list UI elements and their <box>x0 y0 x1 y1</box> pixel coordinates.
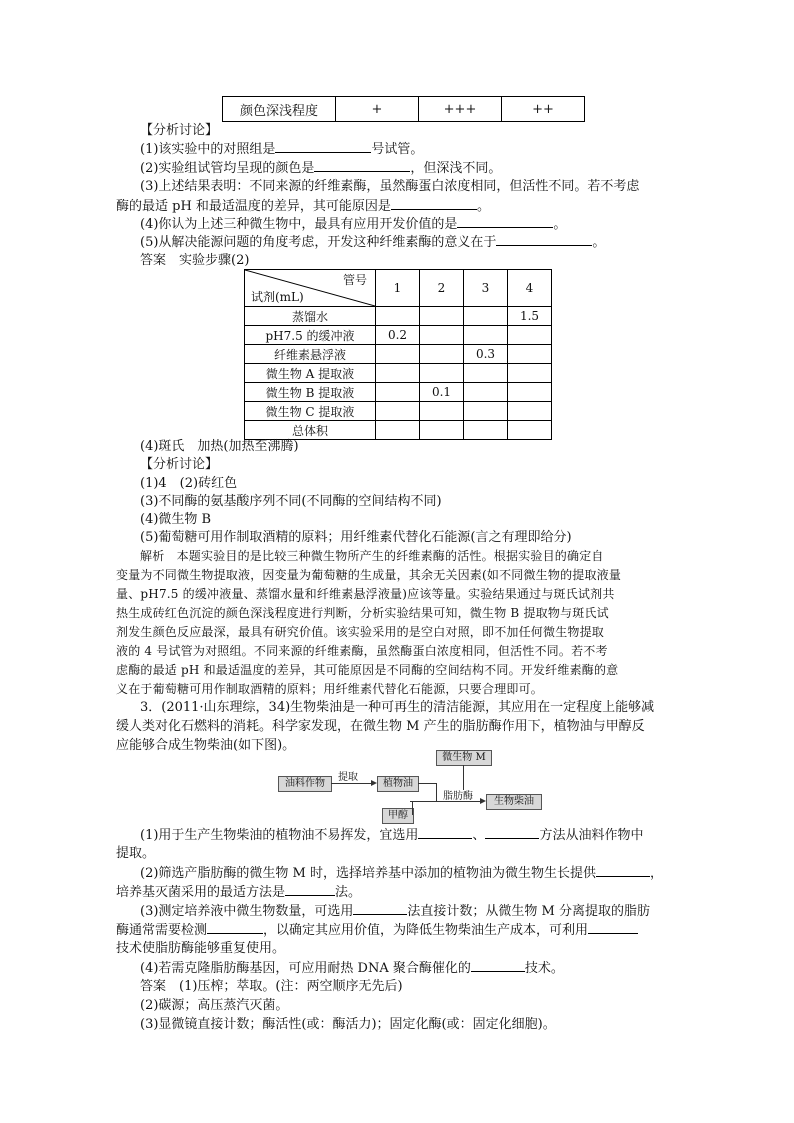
q3-sub-question-1-cont: 提取。 <box>116 846 156 861</box>
question-3-line1: (3)上述结果表明：不同来源的纤维素酶，虽然酶蛋白浓度相同，但活性不同。若不考虑 <box>140 179 640 194</box>
q3-answer-line: (3)显微镜直接计数；酶活性(或：酶活力)；固定化酶(或：固定化细胞)。 <box>140 1017 556 1032</box>
q3-sub-question-4: (4)若需克隆脂肪酶基因，可应用耐热 DNA 聚合酶催化的 技术。 <box>140 961 564 976</box>
row-label: 微生物 B 提取液 <box>245 383 376 402</box>
table-cell <box>508 402 552 421</box>
explanation-line: 虑酶的最适 pH 和最适温度的差异，其可能原因是不同酶的空间结构不同。开发纤维素酶的意 <box>116 663 619 677</box>
answer-line: (4)微生物 B <box>140 512 212 527</box>
table-cell <box>376 345 420 364</box>
explanation-line: 解析 本题实验目的是比较三种微生物所产生的纤维素酶的活性。根据实验目的确定自 <box>140 549 604 563</box>
question-4: (4)你认为上述三种微生物中，最具有应用开发价值的是 。 <box>140 217 567 232</box>
plant-oil-box: 植物油 <box>377 776 419 792</box>
answer-blank <box>275 140 371 153</box>
question-3-line2: 酶的最适 pH 和最适温度的差异，其可能原因是 。 <box>116 199 490 214</box>
table-row <box>223 97 585 122</box>
answer-blank <box>207 921 263 934</box>
table-cell <box>420 345 464 364</box>
answer-blank <box>418 826 472 839</box>
q3-answer-line: 答案 (1)压榨；萃取。(注：两空顺序无先后) <box>140 979 403 994</box>
corner-bottom-label: 试剂(mL) <box>251 290 304 304</box>
table-cell <box>508 345 552 364</box>
table-cell: 0.2 <box>376 326 420 345</box>
column-header: 1 <box>376 270 420 307</box>
column-header: 4 <box>508 270 552 307</box>
answer-blank <box>285 883 335 896</box>
table-cell <box>464 307 508 326</box>
table-cell <box>420 402 464 421</box>
explanation-line: 变量为不同微生物提取液，因变量为葡萄糖的生成量，其余无关因素(如不同微生物的提取液量 <box>116 568 622 582</box>
row-label: 微生物 C 提取液 <box>245 402 376 421</box>
q3-sub-question-2: (2)筛选产脂肪酶的微生物 M 时，选择培养基中添加的植物油为微生物生长提供 ， <box>140 866 664 881</box>
biodiesel-flow-diagram <box>270 750 570 822</box>
row-label: 总体积 <box>245 421 376 440</box>
table-cell <box>420 421 464 440</box>
row-label: 颜色深浅程度 <box>223 97 336 122</box>
row-label: 微生物 A 提取液 <box>245 364 376 383</box>
explanation-line: 义在于葡萄糖可用作制取酒精的原料；用纤维素代替化石能源，只要合理即可。 <box>116 682 544 696</box>
oil-crop-box: 油料作物 <box>278 776 332 792</box>
table-cell <box>508 326 552 345</box>
question-1: (1)该实验中的对照组是 号试管。 <box>140 142 424 157</box>
table-cell: 1.5 <box>508 307 552 326</box>
answer-blank <box>353 902 407 915</box>
answer-blank <box>391 197 477 210</box>
table-cell: ++ <box>502 97 585 122</box>
arrow-line <box>418 783 436 784</box>
table-cell <box>464 383 508 402</box>
question-5: (5)从解决能源问题的角度考虑，开发这种纤维素酶的意义在于 。 <box>140 235 606 250</box>
table-cell <box>464 402 508 421</box>
answer-line: (3)不同酶的氨基酸序列不同(不同酶的空间结构不同) <box>140 494 442 509</box>
table-cell <box>420 307 464 326</box>
q3-sub-question-2-cont: 培养基灭菌采用的最适方法是 法。 <box>116 885 362 900</box>
table-row <box>245 345 552 364</box>
table-cell <box>420 364 464 383</box>
question-2: (2)实验组试管均呈现的颜色是 ，但深浅不同。 <box>140 161 502 176</box>
table-cell: 0.1 <box>420 383 464 402</box>
explanation-line: 剂发生颜色反应最深，最具有研究价值。该实验采用的是空白对照，即不加任何微生物提取 <box>116 625 605 639</box>
table-row <box>245 383 552 402</box>
answer-blank <box>485 826 539 839</box>
table-row <box>245 326 552 345</box>
table-cell <box>376 402 420 421</box>
explanation-line: 液的 4 号试管为对照组。不同来源的纤维素酶，虽然酶蛋白浓度相同，但活性不同。若不考 <box>116 644 608 658</box>
table-row <box>245 402 552 421</box>
table-cell: +++ <box>419 97 502 122</box>
color-intensity-table <box>222 96 585 122</box>
question-3-intro: 应能够合成生物柴油(如下图)。 <box>116 738 296 753</box>
table-cell <box>420 326 464 345</box>
table-cell: 0.3 <box>464 345 508 364</box>
table-cell: + <box>336 97 419 122</box>
lipase-label: 脂肪酶 <box>443 791 473 802</box>
table-cell <box>376 307 420 326</box>
methanol-box: 甲醇 <box>382 808 414 824</box>
arrow-line <box>412 801 413 815</box>
biodiesel-box: 生物柴油 <box>486 794 542 810</box>
answer-line: (5)葡萄糖可用作制取酒精的原料；用纤维素代替化石能源(言之有理即给分) <box>140 530 572 545</box>
table-cell <box>508 383 552 402</box>
arrow-line <box>436 783 437 801</box>
row-label: pH7.5 的缓冲液 <box>245 326 376 345</box>
table-row <box>245 307 552 326</box>
question-3-intro: 3．(2011·山东理综，34)生物柴油是一种可再生的清洁能源，其应用在一定程度上能够减 <box>140 700 655 715</box>
explanation-line: 热生成砖红色沉淀的颜色深浅程度进行判断，分析实验结果可知，微生物 B 提取物与斑氏试 <box>116 606 609 620</box>
answer-line: (4)斑氏 加热(加热至沸腾) <box>140 439 299 454</box>
table-cell <box>376 383 420 402</box>
table-cell <box>464 364 508 383</box>
column-header: 2 <box>420 270 464 307</box>
answer-blank <box>314 159 410 172</box>
column-header: 3 <box>464 270 508 307</box>
answer-blank <box>471 959 525 972</box>
answer-blank <box>496 233 592 246</box>
answer-blank <box>457 215 553 228</box>
discussion-heading: 【分析讨论】 <box>140 123 219 138</box>
microbe-m-box: 微生物 M <box>436 750 492 766</box>
row-label: 蒸馏水 <box>245 307 376 326</box>
table-cell <box>508 421 552 440</box>
corner-top-label: 管号 <box>342 273 367 287</box>
answer-intro: 答案 实验步骤(2) <box>140 253 250 268</box>
reagent-table <box>244 269 552 440</box>
q3-sub-question-3: (3)测定培养液中微生物数量，可选用 法直接计数；从微生物 M 分离提取的脂肪 <box>140 904 650 919</box>
answer-blank <box>596 864 650 877</box>
table-cell <box>464 326 508 345</box>
q3-sub-question-3-cont: 酶通常需要检测 ，以确定其应用价值，为降低生物柴油生产成本，可利用 <box>116 921 638 940</box>
table-cell <box>376 364 420 383</box>
explanation-line: 量、pH7.5 的缓冲液量、蒸馏水量和纤维素悬浮液量)应该等量。实验结果通过与斑氏试剂共 <box>116 587 615 601</box>
row-label: 纤维素悬浮液 <box>245 345 376 364</box>
arrow-line <box>331 783 372 784</box>
table-row <box>245 421 552 440</box>
answer-blank <box>588 921 638 934</box>
question-3-intro: 缓人类对化石燃料的消耗。科学家发现，在微生物 M 产生的脂肪酶作用下，植物油与甲醇反 <box>116 719 645 734</box>
corner-cell <box>245 270 376 307</box>
table-row <box>245 364 552 383</box>
answer-line: 【分析讨论】 <box>140 457 219 472</box>
table-header-row <box>245 270 552 307</box>
q3-answer-line: (2)碳源；高压蒸汽灭菌。 <box>140 998 289 1013</box>
table-cell <box>508 364 552 383</box>
extract-label: 提取 <box>338 772 358 783</box>
table-cell <box>464 421 508 440</box>
q3-sub-question-3-end: 技术使脂肪酶能够重复使用。 <box>116 941 286 956</box>
q3-sub-question-1: (1)用于生产生物柴油的植物油不易挥发，宜选用 、 方法从油料作物中 <box>140 828 644 843</box>
table-cell <box>376 421 420 440</box>
answer-line: (1)4 (2)砖红色 <box>140 476 238 491</box>
